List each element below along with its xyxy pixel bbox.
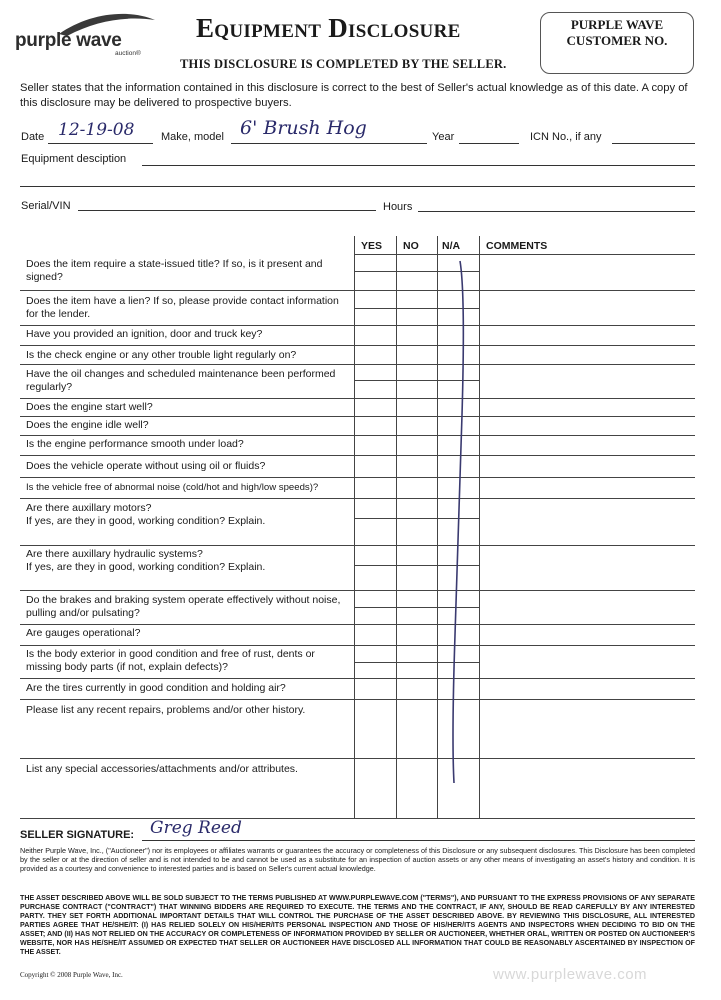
seller-signature-value: Greg Reed	[150, 818, 242, 838]
purple-wave-logo	[15, 10, 155, 60]
col-header-comments: COMMENTS	[486, 240, 548, 252]
icn-field[interactable]	[612, 143, 695, 144]
make-model-field[interactable]	[231, 143, 427, 144]
header-rule	[354, 254, 695, 255]
row-rule	[20, 498, 695, 499]
col-divider-comments	[479, 236, 480, 818]
row-rule	[20, 590, 695, 591]
page-subtitle: THIS DISCLOSURE IS COMPLETED BY THE SELLER.	[180, 57, 507, 71]
logo-subtext: auction®	[115, 50, 141, 57]
col-header-na: N/A	[442, 240, 461, 252]
question-oil-fluids: Does the vehicle operate without using oil or fluids?	[26, 460, 266, 472]
customer-box-line2: CUSTOMER NO.	[566, 33, 668, 48]
year-field[interactable]	[459, 143, 519, 144]
logo-wordmark: purple wave	[15, 30, 122, 51]
question-body-exterior: Is the body exterior in good condition and free of rust, dents or missing body parts (if not, explain defects)?	[26, 648, 315, 673]
row-rule	[20, 364, 695, 365]
disclaimer-text: Neither Purple Wave, Inc., ("Auctioneer") nor its employees or affiliates warrants or guarantees the accuracy or completeness of this Disclosure or any subsequent disclosures. This Disclosure has been completed by the seller or at the direction of seller and is not intended to be and cannot be used as a substitute for an inspection of auction assets or any other means of investigating an asset's history and condition. It is provided as a courtesy and convenience to interested parties and is based on Seller's current actual knowledge.	[20, 846, 695, 873]
watermark-url: www.purplewave.com	[493, 966, 648, 983]
col-divider-yes	[354, 236, 355, 818]
col-header-yes: YES	[361, 240, 383, 252]
question-engine-performance: Is the engine performance smooth under load?	[26, 438, 244, 450]
page-title-text: Equipment Disclosure	[196, 13, 461, 43]
row-rule	[20, 435, 695, 436]
table-bottom-rule	[20, 818, 695, 819]
question-keys: Have you provided an ignition, door and truck key?	[26, 328, 263, 340]
hours-label: Hours	[383, 201, 413, 213]
question-recent-repairs: Please list any recent repairs, problems and/or other history.	[26, 704, 306, 716]
question-gauges: Are gauges operational?	[26, 627, 141, 639]
row-rule	[20, 645, 695, 646]
customer-box-line1: PURPLE WAVE	[570, 17, 664, 32]
question-oil-changes: Have the oil changes and scheduled maintenance been performed regularly?	[26, 368, 336, 393]
question-abnormal-noise: Is the vehicle free of abnormal noise (cold/hot and high/low speeds)?	[26, 482, 319, 493]
question-check-engine: Is the check engine or any other trouble light regularly on?	[26, 349, 297, 361]
year-label: Year	[432, 131, 455, 143]
date-field[interactable]	[48, 143, 153, 144]
icn-label: ICN No., if any	[530, 131, 602, 143]
serial-vin-field[interactable]	[78, 210, 376, 211]
row-rule	[20, 345, 695, 346]
intro-statement: Seller states that the information contained in this disclosure is correct to the best of Seller's actual knowledge as of this date. A copy of this disclosure may be delivered to prospective buyers.	[20, 82, 688, 109]
row-rule	[20, 398, 695, 399]
question-lien: Does the item have a lien? If so, please provide contact information for the lender.	[26, 295, 339, 320]
col-divider-no	[396, 236, 397, 818]
row-rule	[20, 699, 695, 700]
question-aux-motors: Are there auxillary motors?	[26, 502, 152, 514]
row-rule	[20, 455, 695, 456]
question-aux-hydraulics: Are there auxillary hydraulic systems?	[26, 548, 203, 560]
row-rule	[20, 678, 695, 679]
page-title	[196, 13, 461, 44]
seller-signature-label: SELLER SIGNATURE:	[20, 829, 135, 841]
question-tires: Are the tires currently in good condition and holding air?	[26, 682, 286, 694]
col-header-no: NO	[403, 240, 419, 252]
terms-text: THE ASSET DESCRIBED ABOVE WILL BE SOLD SUBJECT TO THE TERMS PUBLISHED AT WWW.PURPLEWAVE.COM ("TERMS"), AND PURSUANT TO THE EXPRESS PROVISIONS OF ANY SEPARATE PURCHASE CONTRACT ("CONTRACT") THAT WINNING BIDDERS ARE REQUIRED TO EXECUTE. THE TERMS AND THE CONTRACT, IF ANY, SHOULD BE READ CAREFULLY BY ANY INTERESTED PARTY. THEY SET FORTH ADDITIONAL IMPORTANT DETAILS THAT WILL CONTROL THE PURCHASE OF THE ASSET DESCRIBED ABOVE. BY REVIEWING THIS DISCLOSURE, ALL INTERESTED PARTIES AGREE THAT HE/SHE/IT: (I) HAS RELIED SOLELY ON HIS/HER/ITS PERSONAL INSPECTION AND THOSE OF HIS/HER/ITS AGENTS AND INSPECTORS WHEN DECIDING TO BID ON THE ASSET; AND (II) HAS NOT RELIED ON THE ACCURACY OR COMPLETENESS OF INFORMATION PROVIDED BY SELLER OR AUCTIONEER, WHETHER ORAL, WRITTEN OR POSTED ON AUCTIONEER'S WEBSITE, NOR HAS HE/SHE/IT ASSUMED OR EXPECTED THAT SELLER OR AUCTIONEER HAVE DISCLOSED ALL INFORMATION THAT COULD BE REASONABLY ASCERTAINED BY INSPECTION OF THE ASSET.	[20, 894, 695, 956]
row-rule	[20, 545, 695, 546]
col-divider-na	[437, 236, 438, 818]
row-rule	[20, 416, 695, 417]
question-state-title: Does the item require a state-issued title? If so, is it present and signed?	[26, 258, 323, 283]
make-model-label: Make, model	[161, 131, 224, 143]
serial-vin-label: Serial/VIN	[21, 200, 71, 212]
row-rule	[20, 325, 695, 326]
equipment-description-label: Equipment desciption	[21, 153, 127, 165]
question-aux-motors-condition: If yes, are they in good, working condition? Explain.	[26, 515, 266, 527]
make-model-value: 6' Brush Hog	[240, 117, 367, 139]
row-rule	[20, 290, 695, 291]
question-accessories: List any special accessories/attachments and/or attributes.	[26, 763, 298, 775]
na-handwritten-stroke-icon	[440, 255, 475, 790]
date-value: 12-19-08	[58, 120, 135, 140]
hours-field[interactable]	[418, 211, 695, 212]
date-label: Date	[21, 131, 45, 143]
customer-number-box[interactable]	[540, 12, 694, 74]
question-engine-start: Does the engine start well?	[26, 401, 153, 413]
seller-signature-field[interactable]	[142, 840, 695, 841]
question-brakes: Do the brakes and braking system operate effectively without noise, pulling and/or pulsating?	[26, 594, 341, 619]
equipment-description-field-line2[interactable]	[20, 186, 695, 187]
equipment-description-field[interactable]	[142, 165, 695, 166]
question-engine-idle: Does the engine idle well?	[26, 419, 149, 431]
row-rule	[20, 624, 695, 625]
row-rule	[20, 477, 695, 478]
row-rule	[20, 758, 695, 759]
question-aux-hydraulics-condition: If yes, are they in good, working condition? Explain.	[26, 561, 266, 573]
copyright-text: Copyright © 2008 Purple Wave, Inc.	[20, 971, 123, 979]
